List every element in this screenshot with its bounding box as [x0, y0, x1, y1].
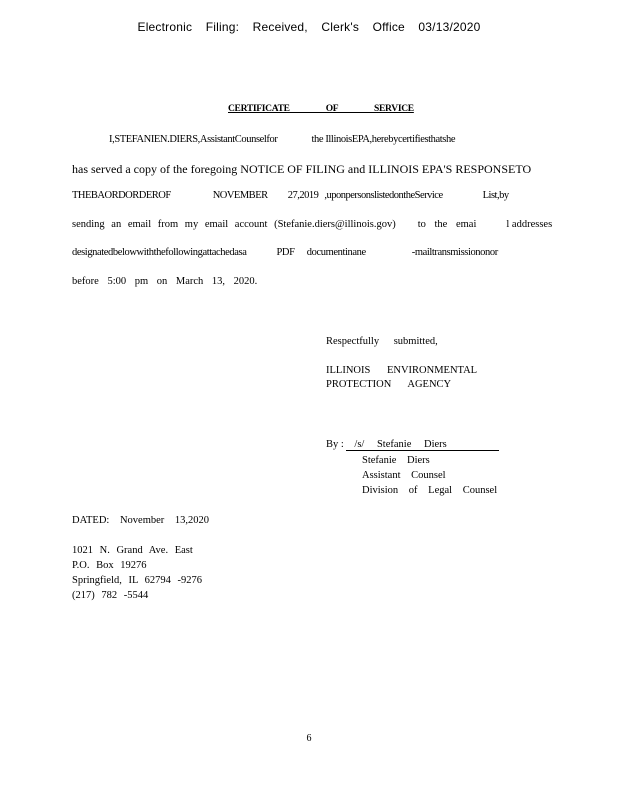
signature-by-label: By : — [326, 439, 344, 450]
signature-line: /s/ Stefanie Diers — [346, 439, 499, 451]
signer-name: Stefanie Diers — [362, 455, 430, 466]
address-line: Springfield, IL 62794 -9276 — [72, 575, 203, 586]
body-line-5-part-a: designatedbelowwiththefollowingattachedasa — [72, 247, 247, 258]
signature-closing: Respectfully submitted, — [326, 336, 438, 347]
signature-org-line-1: ILLINOIS ENVIRONMENTAL — [326, 365, 478, 376]
address-line: 1021 N. Grand Ave. East — [72, 545, 193, 556]
body-line-3-part-a: THEBAORDORDEROF — [72, 190, 171, 201]
certificate-title: CERTIFICATE OF SERVICE — [228, 104, 414, 114]
signer-division: Division of Legal Counsel — [362, 485, 498, 496]
address-line: (217) 782 -5544 — [72, 590, 149, 601]
body-line-4 — [72, 219, 552, 230]
body-line-2: has served a copy of the foregoing NOTICE OF FILING and ILLINOIS EPA'S RESPONSETO — [72, 162, 532, 176]
body-line-3-part-d: List,by — [482, 190, 509, 201]
body-line-5-part-b: PDF documentinane — [276, 247, 366, 258]
body-line-1-part-a: I,STEFANIEN.DIERS,AssistantCounselfor — [109, 134, 278, 145]
body-line-3-part-c: ,uponpersonslistedontheService — [324, 190, 443, 201]
body-line-6: before 5:00 pm on March 13, 2020. — [72, 276, 258, 287]
signature-by-line — [326, 439, 499, 451]
signer-position: Assistant Counsel — [362, 470, 446, 481]
body-line-3-part-b: NOVEMBER 27,2019 — [212, 190, 319, 201]
filing-header: Electronic Filing: Received, Clerk's Office 03/13/2020 — [137, 20, 481, 34]
dated-line: DATED: November 13,2020 — [72, 515, 210, 526]
signature-org-line-2: PROTECTION AGENCY — [326, 379, 452, 390]
body-line-4-part-a: sending an email from my email account (Stefanie.diers@illinois.gov) — [72, 219, 396, 230]
body-line-3 — [72, 190, 509, 201]
address-line: P.O. Box 19276 — [72, 560, 147, 571]
body-line-1 — [109, 134, 455, 145]
body-line-1-part-b: the IllinoisEPA,herebycertifiesthatshe — [311, 134, 456, 145]
body-line-5-part-c: -mailtransmissiononor — [411, 247, 498, 258]
body-line-5 — [72, 247, 498, 258]
body-line-4-part-c: l addresses — [506, 219, 553, 230]
body-line-4-part-b: to the emai — [417, 219, 477, 230]
page-number: 6 — [306, 733, 312, 744]
